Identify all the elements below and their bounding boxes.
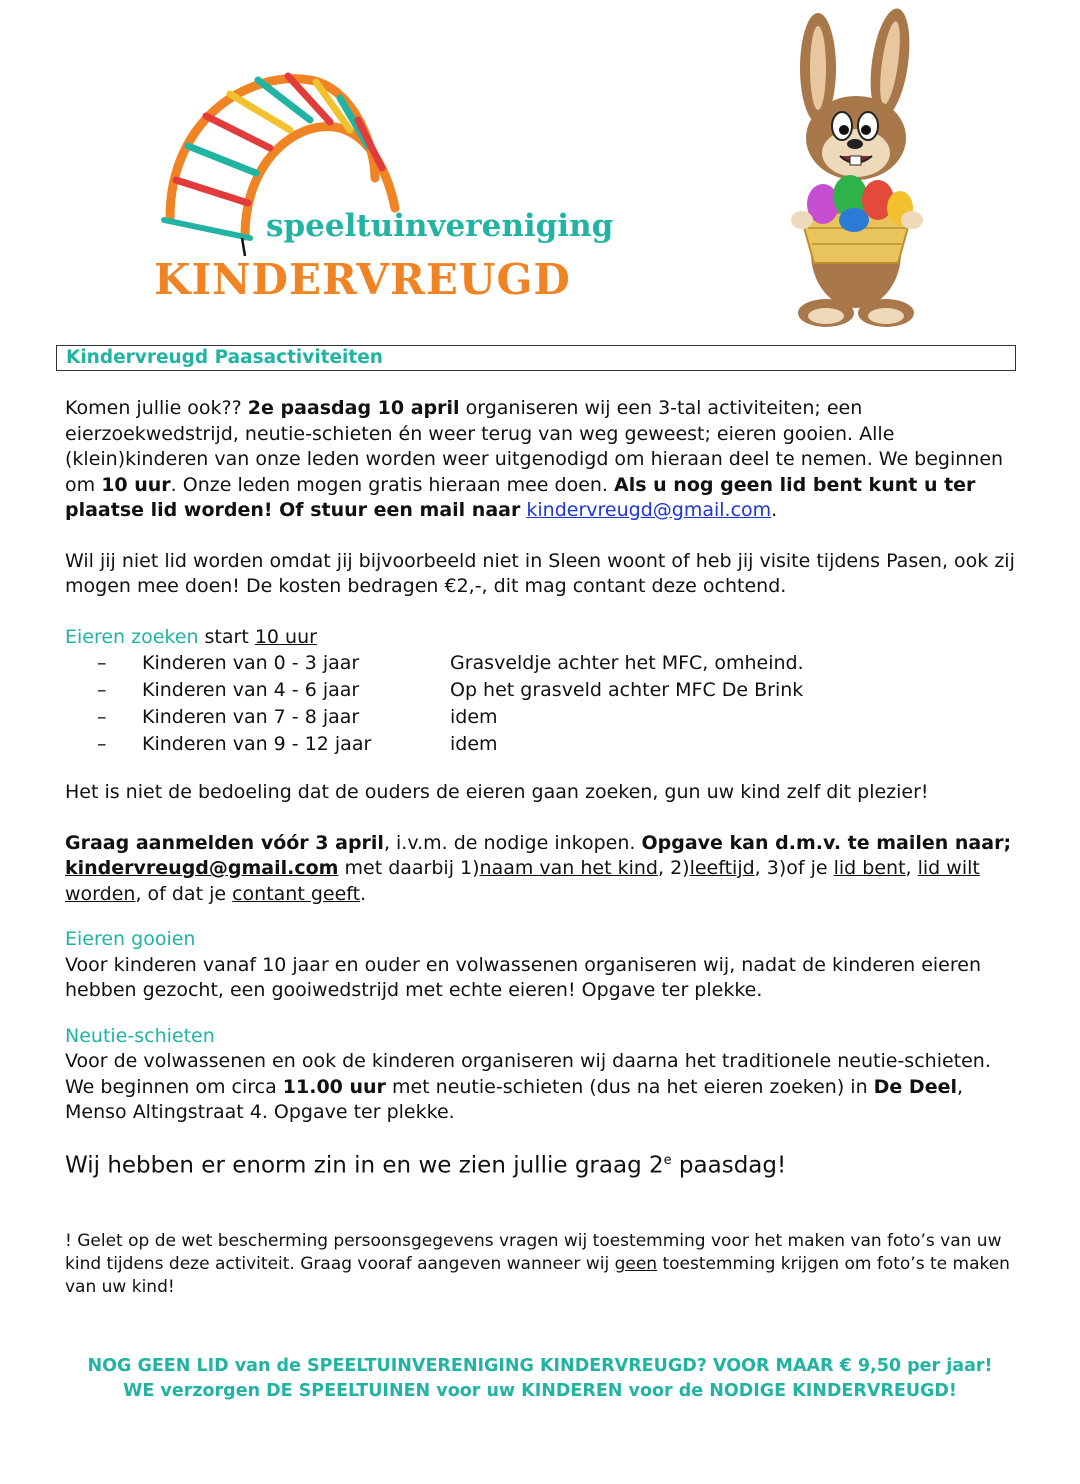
privacy-text-1: ! Gelet op de wet bescherming persoonsgegevens vragen wij toestemming voor het maken van foto’s van uw kind tijdens deze activiteit. Graag vooraf aangeven wanneer wij xyxy=(65,1231,1002,1275)
list-dash: – xyxy=(97,678,107,701)
neutie-shooting-text xyxy=(65,1049,1015,1126)
signup-text-2: met daarbij 1) xyxy=(338,857,480,879)
neutie-shooting-heading: Neutie-schieten xyxy=(65,1024,215,1047)
intro-text-2: organiseren wij een 3-tal activiteiten; een eierzoekwedstrijd, neutie-schieten én weer terug van weg geweest; eieren gooien. Alle (klein)kinderen van onze leden worden weer uitgenodigd om hieraan deel te nemen. We beginnen om xyxy=(65,397,1004,496)
location: Grasveldje achter het MFC, omheind. xyxy=(450,651,804,674)
signup-instruction: Opgave kan d.m.v. te mailen naar; xyxy=(641,831,1012,854)
shooting-text-2: met neutie-schieten (dus na het eieren zoeken) in xyxy=(385,1075,874,1098)
footer-line-2: WE verzorgen DE SPEELTUINEN voor uw KINDEREN voor de NODIGE KINDERVREUGD! xyxy=(123,1381,957,1401)
egg-throwing-text: Voor kinderen vanaf 10 jaar en ouder en volwassenen organiseren wij, nadat de kinderen eieren hebben gezocht, een gooiwedstrijd met echte eieren! Opgave ter plekke. xyxy=(65,953,981,1001)
signup-text-1: , i.v.m. de nodige inkopen. xyxy=(383,831,642,854)
list-item xyxy=(65,677,1015,704)
shooting-text-1: Voor de volwassenen en ook de kinderen organiseren wij daarna het traditionele neutie-schieten. We beginnen om circa xyxy=(65,1050,991,1098)
parents-note: Het is niet de bedoeling dat de ouders de eieren gaan zoeken, gun uw kind zelf dit plezier! xyxy=(65,781,929,803)
egg-search-time: 10 uur xyxy=(254,625,317,648)
footer-line-1: NOG GEEN LID van de SPEELTUINVERENIGING KINDERVREUGD? VOOR MAAR € 9,50 per jaar! xyxy=(87,1356,993,1376)
membership-footer xyxy=(40,1354,1040,1404)
list-dash: – xyxy=(97,705,107,728)
location: Op het grasveld achter MFC De Brink xyxy=(450,678,804,701)
list-item xyxy=(65,704,1015,731)
egg-throwing-heading: Eieren gooien xyxy=(65,928,196,950)
age-group: Kinderen van 7 - 8 jaar xyxy=(142,705,360,728)
location: idem xyxy=(450,705,498,728)
intro-text-4: . xyxy=(771,499,778,521)
intro-text-3: . Onze leden mogen gratis hieraan mee doen. xyxy=(170,473,615,496)
shooting-time: 11.00 uur xyxy=(282,1075,386,1098)
signup-field-cash: contant geeft xyxy=(232,882,361,905)
email-link[interactable]: kindervreugd@gmail.com xyxy=(526,499,772,521)
signup-text-7: . xyxy=(360,882,367,905)
list-item xyxy=(65,731,1015,758)
intro-text-1: Komen jullie ook?? xyxy=(65,397,248,419)
list-item xyxy=(65,650,1015,677)
intro-start-time: 10 uur xyxy=(101,473,171,496)
list-dash: – xyxy=(97,732,107,755)
kindervreugd-logo xyxy=(150,58,614,308)
letter-body xyxy=(65,396,1015,1299)
shooting-text-3: , Menso Altingstraat 4. Opgave ter plekke. xyxy=(65,1075,964,1123)
intro-date: 2e paasdag 10 april xyxy=(247,397,460,419)
privacy-text-2: toestemming krijgen om foto’s te maken van uw kind! xyxy=(65,1254,1010,1298)
intro-paragraph xyxy=(65,396,1015,524)
age-group: Kinderen van 0 - 3 jaar xyxy=(142,651,360,674)
shooting-venue: De Deel xyxy=(873,1075,957,1098)
age-group: Kinderen van 4 - 6 jaar xyxy=(142,678,360,701)
egg-search-heading: Eieren zoeken xyxy=(65,625,199,648)
page-title: Kindervreugd Paasactiviteiten xyxy=(66,347,383,368)
intro-membership-note: Als u nog geen lid bent kunt u ter plaatse lid worden! Of stuur een mail naar xyxy=(65,473,976,521)
logo-subtitle: speeltuinvereniging xyxy=(266,208,614,244)
signup-text-4: , 3)of je xyxy=(754,857,834,879)
signup-field-become-member: lid wilt worden xyxy=(65,857,980,905)
closing-line xyxy=(65,1146,1015,1181)
signup-text-3: , 2) xyxy=(657,857,690,879)
privacy-emphasis: geen xyxy=(614,1254,658,1275)
egg-search-heading-line xyxy=(65,625,1015,651)
logo-name: KINDERVREUGD xyxy=(154,255,571,304)
location: idem xyxy=(450,732,498,755)
signup-paragraph xyxy=(65,831,1015,908)
section-title-box xyxy=(56,345,1016,371)
closing-text-2: paasdag! xyxy=(671,1152,787,1179)
signup-email[interactable]: kindervreugd@gmail.com xyxy=(65,857,339,879)
privacy-notice xyxy=(65,1230,1015,1299)
age-group: Kinderen van 9 - 12 jaar xyxy=(142,732,372,755)
closing-superscript: e xyxy=(663,1152,672,1168)
signup-field-name: naam van het kind xyxy=(479,857,658,879)
egg-search-start-label: start xyxy=(198,625,255,648)
visitors-paragraph: Wil jij niet lid worden omdat jij bijvoorbeeld niet in Sleen woont of heb jij visite tijdens Pasen, ook zij mogen mee doen! De kosten bedragen €2,-, dit mag contant deze ochtend. xyxy=(65,549,1015,597)
signup-deadline: Graag aanmelden vóór 3 april xyxy=(65,831,384,854)
closing-text-1: Wij hebben er enorm zin in en we zien jullie graag 2 xyxy=(65,1152,664,1179)
list-dash: – xyxy=(97,651,107,674)
signup-field-member: lid bent xyxy=(833,857,906,879)
easter-bunny-with-egg-basket-icon xyxy=(778,8,938,333)
signup-text-6: , of dat je xyxy=(135,882,233,905)
signup-field-age: leeftijd xyxy=(689,857,755,879)
egg-search-age-list xyxy=(65,650,1015,758)
signup-text-5: , xyxy=(905,857,918,879)
